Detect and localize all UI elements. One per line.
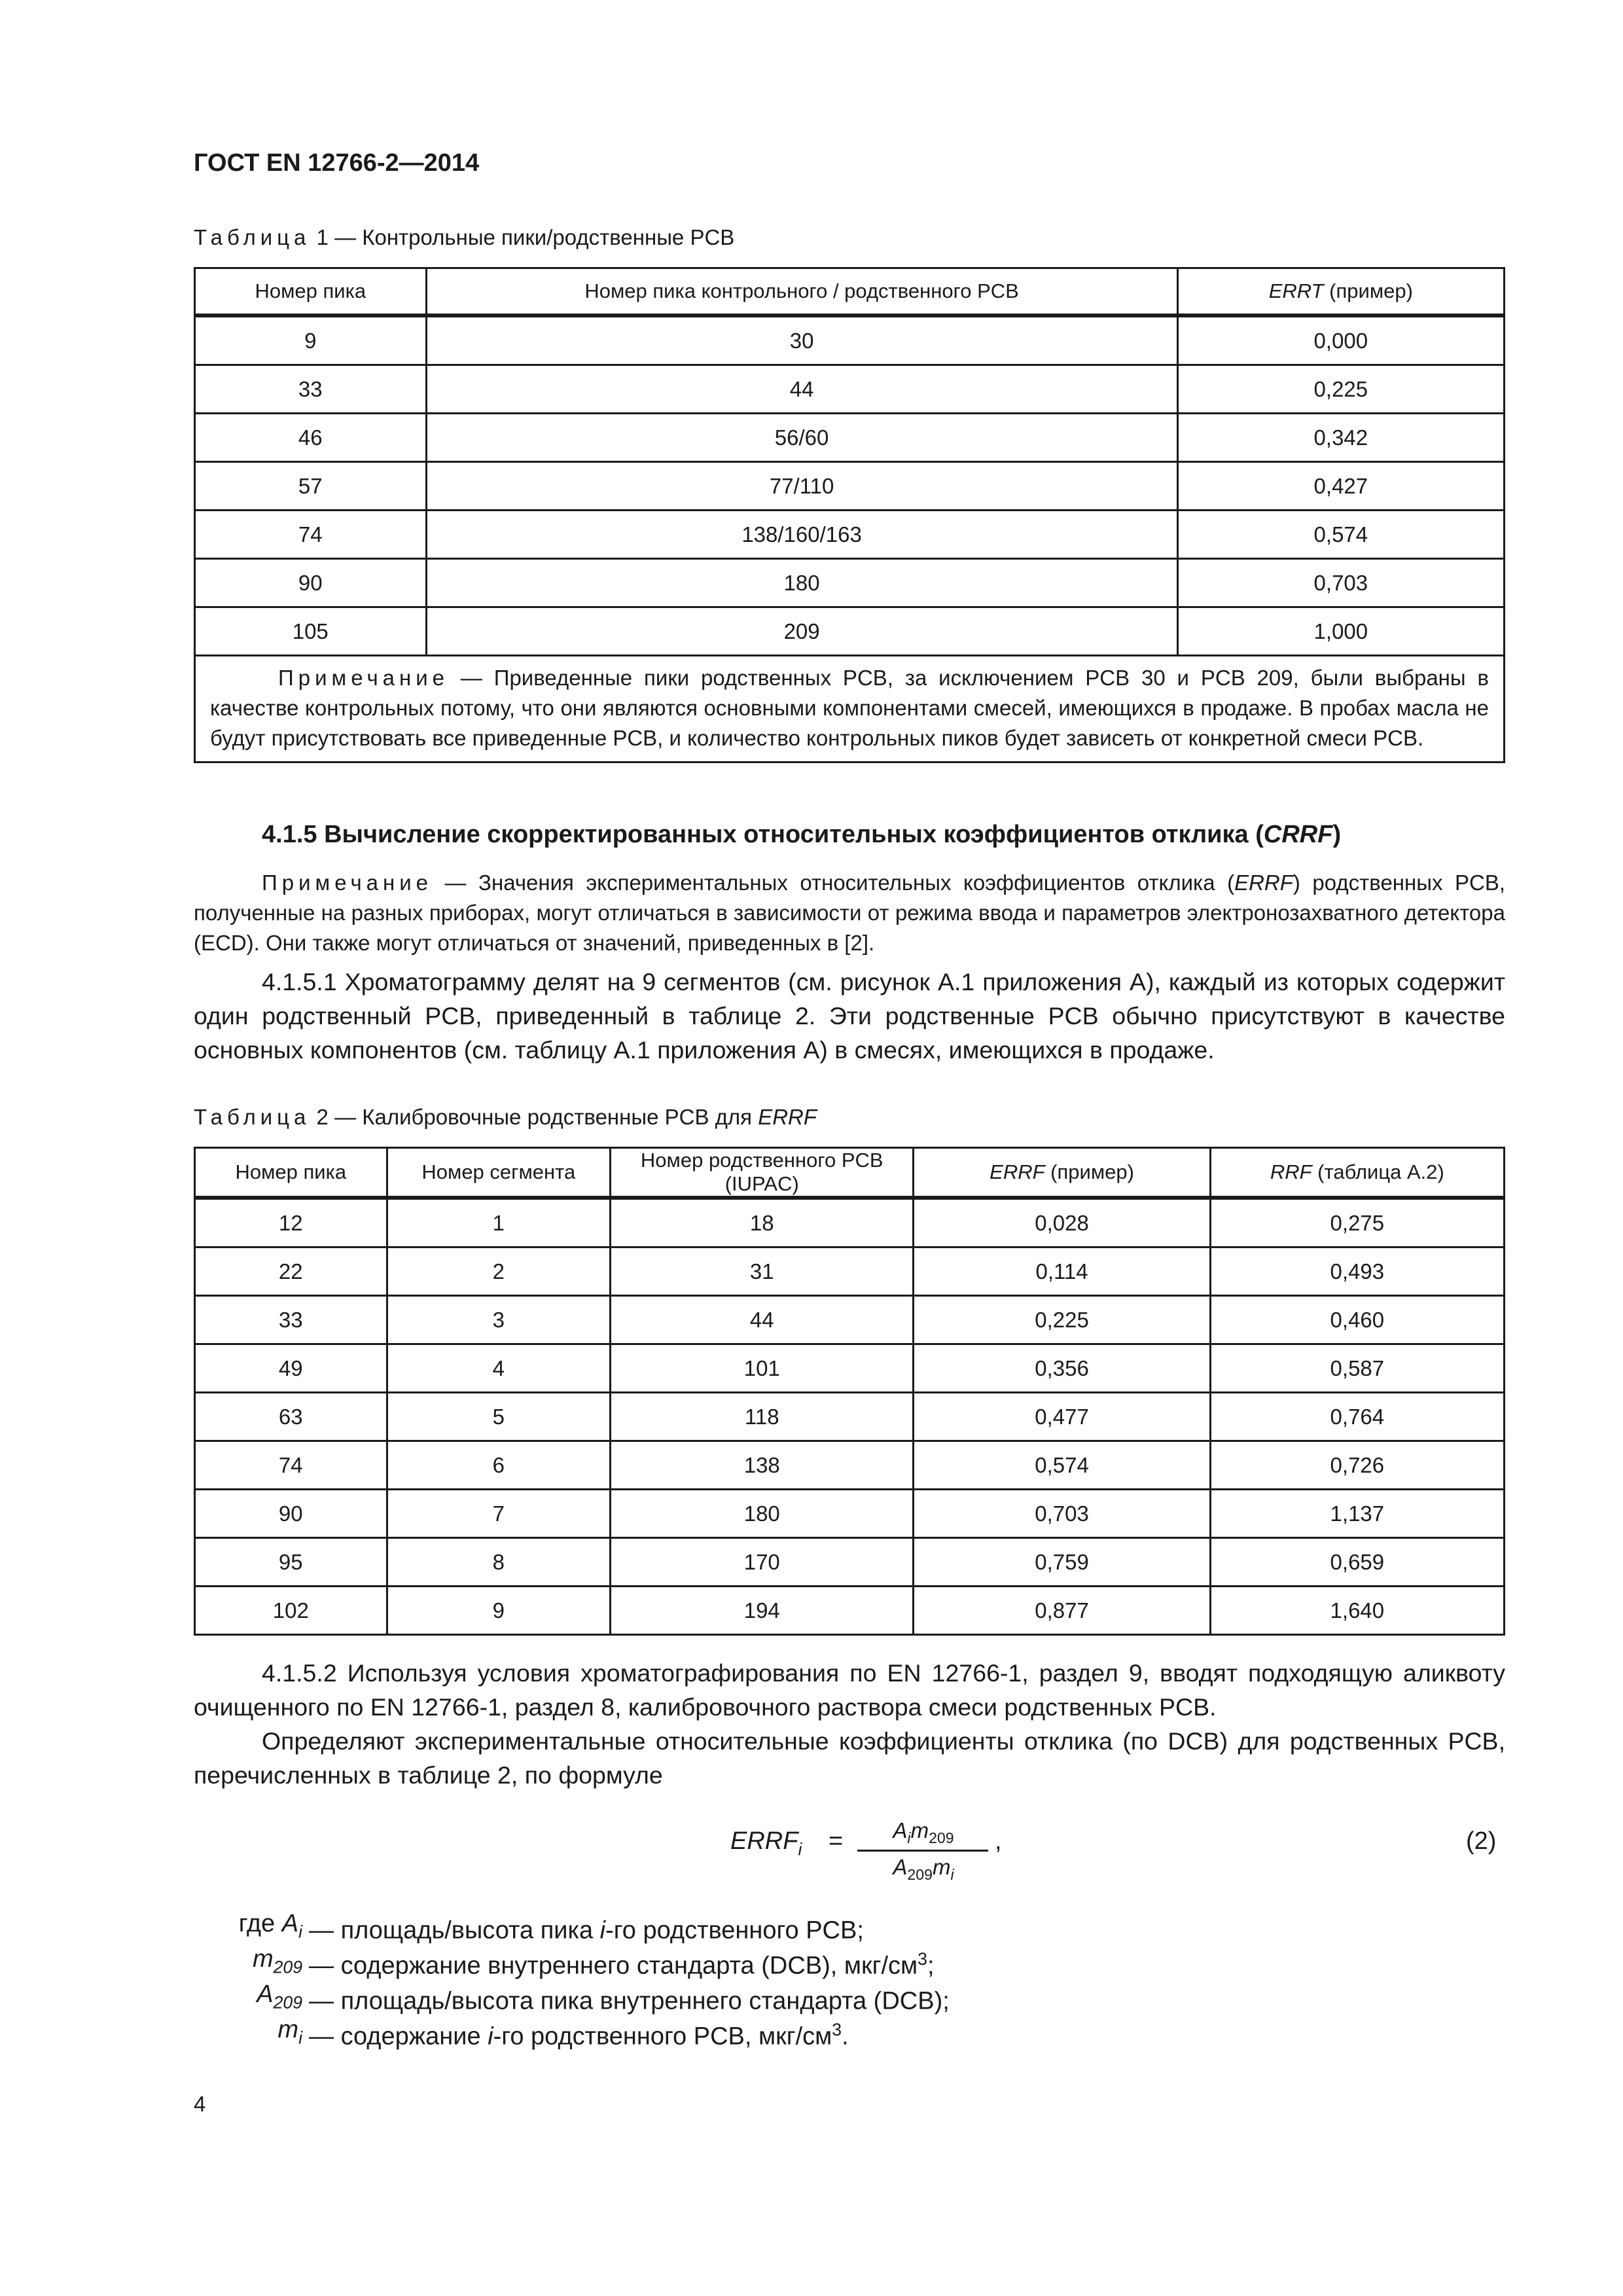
definition-dash: — — [309, 1916, 334, 1945]
definition-text-1: площадь/высота пика — [340, 1916, 600, 1945]
page-number: 4 — [194, 2092, 206, 2116]
table1-cell: 30 — [426, 315, 1177, 365]
table2-col-segment: Номер сегмента — [387, 1148, 611, 1198]
formula-den-a-sub: 209 — [907, 1866, 933, 1884]
table2-cell: 0,703 — [914, 1490, 1210, 1538]
table2-row — [195, 1393, 1505, 1441]
formula-number: (2) — [1466, 1827, 1497, 1855]
table1-cell: 0,427 — [1177, 462, 1504, 511]
definition-item — [194, 1906, 1241, 1945]
table2-cell: 6 — [387, 1441, 611, 1490]
definition-text-1: содержание — [340, 2022, 488, 2051]
table2-col-rrf-italic: RRF — [1270, 1160, 1312, 1183]
table1-row — [195, 559, 1505, 607]
table2-cell: 0,028 — [914, 1198, 1210, 1247]
table1-cell: 33 — [195, 365, 427, 414]
section-note-text-1: — Значения экспериментальных относительных коэффициентов отклика ( — [433, 870, 1235, 895]
definition-text-1: площадь/высота пика внутреннего стандарта (DCB); — [340, 1987, 950, 2015]
document-header: ГОСТ EN 12766-2—2014 — [194, 149, 480, 177]
table1-note-row — [195, 656, 1505, 762]
table1-caption-label: Таблица — [194, 225, 311, 249]
definition-symbol — [277, 2012, 302, 2055]
table1-cell: 44 — [426, 365, 1177, 414]
table1-cell: 180 — [426, 559, 1177, 607]
definition-sym: m — [252, 1945, 274, 1973]
table2-row — [195, 1344, 1505, 1393]
table2-cell: 101 — [611, 1344, 914, 1393]
table2-cell: 1,640 — [1210, 1587, 1504, 1635]
table1-row — [195, 315, 1505, 365]
table2-cell: 138 — [611, 1441, 914, 1490]
table2-cell: 0,574 — [914, 1441, 1210, 1490]
table1-cell: 1,000 — [1177, 607, 1504, 656]
table2-caption-italic: ERRF — [758, 1105, 817, 1129]
section-note-text-2: ) родственных PCB, полученные на разных приборах, могут отличаться в зависимости от режима ввода и параметров электронозахватного детектора (ECD). Они также могут отличаться от значений, приведенных в [2]. — [194, 870, 1505, 955]
formula-denominator — [855, 1855, 992, 1884]
table1-cell: 57 — [195, 462, 427, 511]
formula-2 — [726, 1818, 1002, 1890]
table2-caption-label: Таблица — [194, 1105, 311, 1129]
table2-cell: 102 — [195, 1587, 387, 1635]
definition-list — [194, 1906, 1241, 2051]
table2-cell: 0,726 — [1210, 1441, 1504, 1490]
table2-cell: 95 — [195, 1538, 387, 1587]
table2-cell: 0,225 — [914, 1296, 1210, 1344]
table2-col-rrf — [1210, 1148, 1504, 1198]
formula-num-m-sub: 209 — [929, 1829, 954, 1847]
table1-col-errt-italic: ERRT — [1268, 279, 1324, 302]
formula-fraction-bar — [857, 1850, 988, 1852]
table1-note — [195, 656, 1505, 762]
table1-cell: 138/160/163 — [426, 511, 1177, 559]
section-note-label: Примечание — [262, 870, 433, 895]
definition-dash: — — [309, 1952, 334, 1980]
table1-row — [195, 511, 1505, 559]
section-heading-italic: CRRF — [1263, 821, 1333, 848]
paragraph-formula-intro: Определяют экспериментальные относительные коэффициенты отклика (по DCB) для родственных PCB, перечисленных в таблице 2, по формуле — [194, 1727, 1505, 1789]
table1-cell: 0,000 — [1177, 315, 1504, 365]
definition-sub: i — [298, 2028, 302, 2048]
table1-cell: 74 — [195, 511, 427, 559]
formula-lhs-sub: i — [798, 1839, 802, 1859]
definition-text-2: -го родственного PCB; — [605, 1916, 864, 1945]
table2-cell: 0,764 — [1210, 1393, 1504, 1441]
table2-cell: 9 — [387, 1587, 611, 1635]
table2-col-peak: Номер пика — [195, 1148, 387, 1198]
table2-cell: 31 — [611, 1247, 914, 1296]
table1-col-errt — [1177, 268, 1504, 316]
table2-cell: 180 — [611, 1490, 914, 1538]
table2-cell: 0,477 — [914, 1393, 1210, 1441]
table2-cell: 0,356 — [914, 1344, 1210, 1393]
definition-sub: 209 — [273, 1992, 302, 2013]
definition-item — [194, 1977, 1241, 2015]
formula-num-a-sub: i — [907, 1829, 911, 1847]
table1-caption-text: 1 — Контрольные пики/родственные PCB — [310, 225, 735, 249]
definition-prefix: где — [238, 1910, 282, 1937]
table1-cell: 0,703 — [1177, 559, 1504, 607]
table1-row — [195, 365, 1505, 414]
table2-cell: 33 — [195, 1296, 387, 1344]
table1-col-peak: Номер пика — [195, 268, 427, 316]
table1-cell: 77/110 — [426, 462, 1177, 511]
table1-row — [195, 607, 1505, 656]
table1-cell: 0,225 — [1177, 365, 1504, 414]
table1-cell: 0,574 — [1177, 511, 1504, 559]
table2-cell: 0,877 — [914, 1587, 1210, 1635]
definition-text — [309, 2012, 849, 2054]
paragraph-4-1-5-1: 4.1.5.1 Хроматограмму делят на 9 сегментов (см. рисунок А.1 приложения А), каждый из которых содержит один родственный PCB, приведенный в таблице 2. Эти родственные PCB обычно присутствуют в качестве основных компонентов (см. таблицу А.1 приложения А) в смесях, имеющихся в продаже. — [194, 968, 1505, 1064]
definition-text-1: содержание внутреннего стандарта (DCB), мкг/см — [340, 1952, 918, 1980]
table2-cell: 18 — [611, 1198, 914, 1247]
table1-row — [195, 414, 1505, 462]
table2-cell: 4 — [387, 1344, 611, 1393]
table2-row — [195, 1490, 1505, 1538]
table2-cell: 2 — [387, 1247, 611, 1296]
table2-cell: 90 — [195, 1490, 387, 1538]
definition-sym: A — [281, 1910, 299, 1937]
table2-col-errf-rest: (пример) — [1044, 1160, 1134, 1183]
table1-col-errt-rest: (пример) — [1323, 279, 1413, 302]
formula-den-m: m — [932, 1855, 951, 1879]
section-heading-close: ) — [1332, 821, 1342, 848]
table2-cell: 0,114 — [914, 1247, 1210, 1296]
table2-cell: 49 — [195, 1344, 387, 1393]
formula-den-m-sub: i — [950, 1866, 954, 1884]
definition-sub: 209 — [273, 1957, 302, 1977]
table2-col-errf — [914, 1148, 1210, 1198]
definition-dash: — — [309, 1987, 334, 2015]
formula-lhs — [730, 1827, 802, 1859]
section-note-italic: ERRF — [1234, 870, 1293, 895]
table1-row — [195, 462, 1505, 511]
table1-cell: 209 — [426, 607, 1177, 656]
definition-text-italic: i — [599, 1916, 606, 1945]
table1-cell: 105 — [195, 607, 427, 656]
definition-text-2: -го родственного PCB, мкг/см — [493, 2022, 832, 2051]
table2 — [194, 1147, 1505, 1636]
table2-cell: 1,137 — [1210, 1490, 1504, 1538]
definition-item — [194, 2012, 1241, 2051]
definition-sub: i — [298, 1922, 302, 1942]
definition-item — [194, 1941, 1241, 1980]
table1-caption — [194, 225, 734, 250]
table2-cell: 0,493 — [1210, 1247, 1504, 1296]
table2-row — [195, 1441, 1505, 1490]
table2-row — [195, 1198, 1505, 1247]
table2-cell: 118 — [611, 1393, 914, 1441]
definition-sup: 3 — [832, 2020, 842, 2039]
section-heading-text: 4.1.5 Вычисление скорректированных относительных коэффициентов отклика ( — [262, 821, 1264, 848]
table2-cell: 5 — [387, 1393, 611, 1441]
table2-cell: 8 — [387, 1538, 611, 1587]
table2-col-rrf-rest: (таблица А.2) — [1311, 1160, 1444, 1183]
definition-text-italic: i — [488, 2022, 493, 2051]
section-heading — [262, 821, 1341, 849]
table2-cell: 1 — [387, 1198, 611, 1247]
paragraph-4-1-5-2: 4.1.5.2 Используя условия хроматографирования по EN 12766-1, раздел 9, вводят подходящую аликвоту очищенного по EN 12766-1, раздел 8, калибровочного раствора смеси родственных PCB. — [194, 1659, 1505, 1721]
table1-note-label: Примечание — [278, 666, 450, 690]
table2-header-row — [195, 1148, 1505, 1198]
table2-cell: 0,275 — [1210, 1198, 1504, 1247]
definition-tail: ; — [927, 1952, 935, 1980]
table2-caption-text: 2 — Калибровочные родственные PCB для — [310, 1105, 758, 1129]
definition-dash: — — [309, 2022, 334, 2051]
formula-num-a: A — [893, 1818, 908, 1842]
table2-cell: 194 — [611, 1587, 914, 1635]
table1 — [194, 267, 1505, 763]
table2-cell: 0,659 — [1210, 1538, 1504, 1587]
table1-cell: 90 — [195, 559, 427, 607]
definition-sym: A — [257, 1981, 274, 2008]
formula-equals: = — [829, 1827, 844, 1855]
table2-cell: 74 — [195, 1441, 387, 1490]
table1-cell: 0,342 — [1177, 414, 1504, 462]
table2-col-errf-italic: ERRF — [990, 1160, 1045, 1183]
table2-cell: 0,460 — [1210, 1296, 1504, 1344]
formula-lhs-symbol: ERRF — [730, 1827, 798, 1855]
definition-sup: 3 — [918, 1949, 927, 1969]
table1-cell: 56/60 — [426, 414, 1177, 462]
table2-cell: 12 — [195, 1198, 387, 1247]
formula-num-m: m — [910, 1818, 929, 1842]
table2-caption — [194, 1105, 817, 1130]
table2-row — [195, 1296, 1505, 1344]
definition-sym: m — [277, 2016, 299, 2043]
table2-cell: 0,587 — [1210, 1344, 1504, 1393]
table1-cell: 46 — [195, 414, 427, 462]
table2-cell: 44 — [611, 1296, 914, 1344]
definition-tail: . — [842, 2022, 849, 2051]
table2-cell: 3 — [387, 1296, 611, 1344]
formula-comma: , — [995, 1827, 1002, 1855]
table2-row — [195, 1587, 1505, 1635]
table2-cell: 63 — [195, 1393, 387, 1441]
table2-row — [195, 1247, 1505, 1296]
section-note — [194, 868, 1505, 958]
table2-cell: 22 — [195, 1247, 387, 1296]
formula-den-a: A — [893, 1855, 908, 1879]
table2-row — [195, 1538, 1505, 1587]
table2-col-congener: Номер родственного PCB (IUPAC) — [611, 1148, 914, 1198]
table2-cell: 170 — [611, 1538, 914, 1587]
table2-cell: 0,759 — [914, 1538, 1210, 1587]
formula-numerator — [855, 1818, 992, 1847]
table2-cell: 7 — [387, 1490, 611, 1538]
table1-col-congener: Номер пика контрольного / родственного PCB — [426, 268, 1177, 316]
table1-cell: 9 — [195, 315, 427, 365]
table1-note-text: — Приведенные пики родственных PCB, за исключением PCB 30 и PCB 209, были выбраны в качестве контрольных потому, что они являются основными компонентами смесей, имеющихся в продаже. В пробах масла не будут присутствовать все приведенные PCB, и количество контрольных пиков будет зависеть от конкретной смеси PCB. — [210, 666, 1489, 750]
table1-header-row — [195, 268, 1505, 316]
